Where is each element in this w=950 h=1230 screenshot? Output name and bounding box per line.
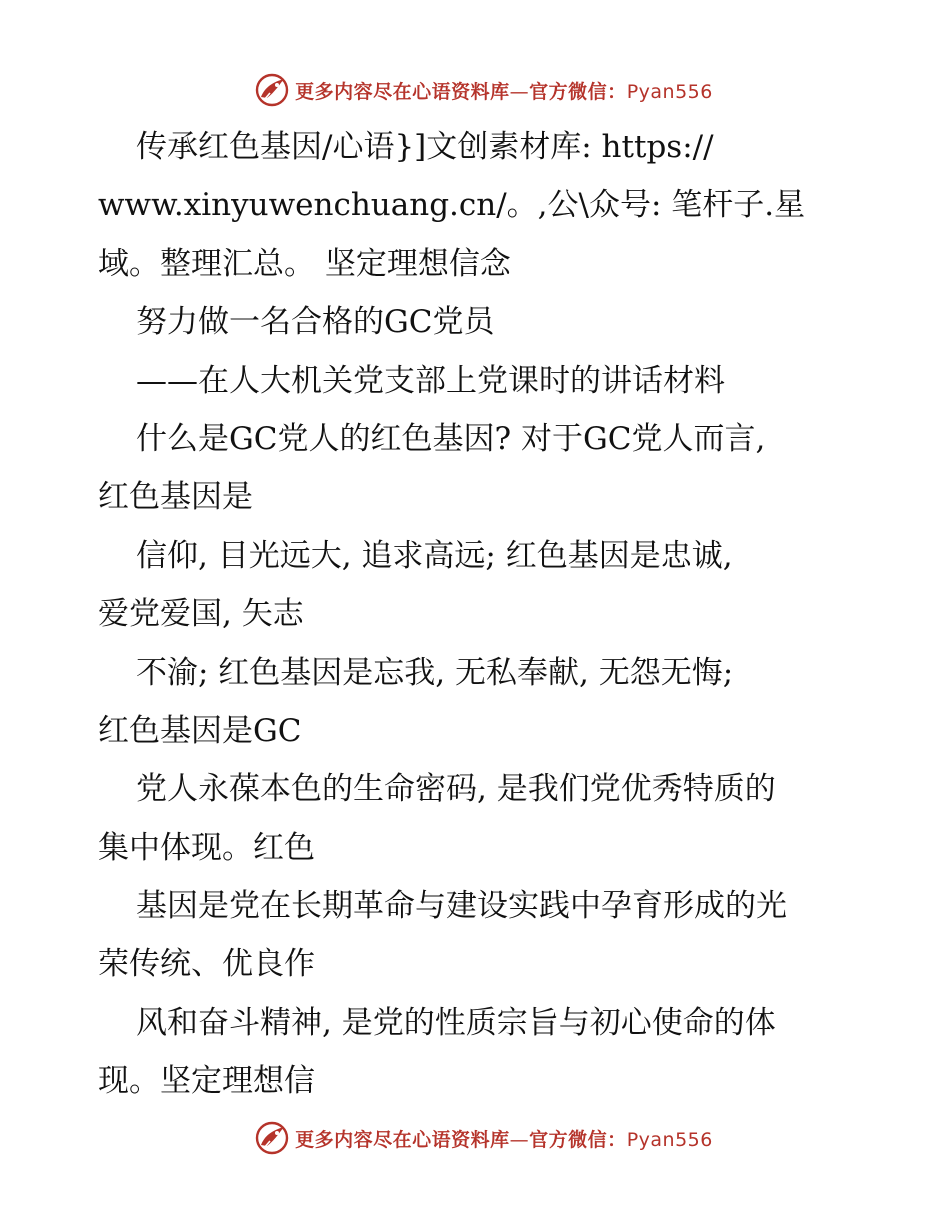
body-line: 传承红色基因/心语}]文创素材库: https:// (136, 129, 714, 165)
header-banner-separator: — (509, 80, 530, 103)
footer-banner-content (255, 1121, 713, 1155)
body-line: 信仰, 目光远大, 追求高远; 红色基因是忠诚, (136, 537, 733, 574)
body-line: 努力做一名合格的GC党员 (136, 304, 495, 341)
body-line: 爱党爱国, 矢志 (98, 596, 304, 633)
body-line: 什么是GC党人的红色基因? 对于GC党人而言, (136, 420, 766, 457)
body-line: 红色基因是 (98, 479, 253, 516)
body-line: www.xinyuwenchuang.cn/。,公\众号: 笔杆子.星 (98, 187, 806, 224)
body-line: 风和奋斗精神, 是党的性质宗旨与初心使命的体 (136, 1004, 776, 1041)
footer-banner-label: 官方微信： (529, 1128, 627, 1151)
header-banner-main: 更多内容尽在心语资料库 (295, 80, 510, 103)
body-line: 红色基因是GC (98, 712, 302, 749)
header-banner-label: 官方微信： (529, 80, 627, 103)
body-line: 荣传统、优良作 (98, 946, 315, 983)
header-banner-content (255, 73, 713, 107)
footer-banner-text (295, 1125, 713, 1152)
pen-nib-logo-icon (255, 1121, 289, 1155)
body-line: 党人永葆本色的生命密码, 是我们党优秀特质的 (136, 771, 776, 808)
footer-banner-brand: Pyan556 (626, 1128, 713, 1151)
body-line: ——在人大机关党支部上党课时的讲话材料 (136, 362, 725, 399)
footer-banner-separator: — (509, 1128, 530, 1151)
pen-nib-logo-icon (255, 73, 289, 107)
body-line: 不渝; 红色基因是忘我, 无私奉献, 无怨无悔; (136, 654, 734, 691)
header-banner (0, 70, 950, 110)
body-line: 现。坚定理想信 (98, 1063, 315, 1100)
footer-banner (0, 1118, 950, 1158)
header-banner-brand: Pyan556 (626, 80, 713, 103)
body-line: 基因是党在长期革命与建设实践中孕育形成的光 (136, 888, 787, 925)
header-banner-text (295, 77, 713, 104)
body-line: 域。整理汇总。 坚定理想信念 (98, 245, 511, 282)
footer-banner-main: 更多内容尽在心语资料库 (295, 1128, 510, 1151)
body-line: 集中体现。红色 (98, 829, 315, 866)
document-body (98, 118, 858, 1111)
